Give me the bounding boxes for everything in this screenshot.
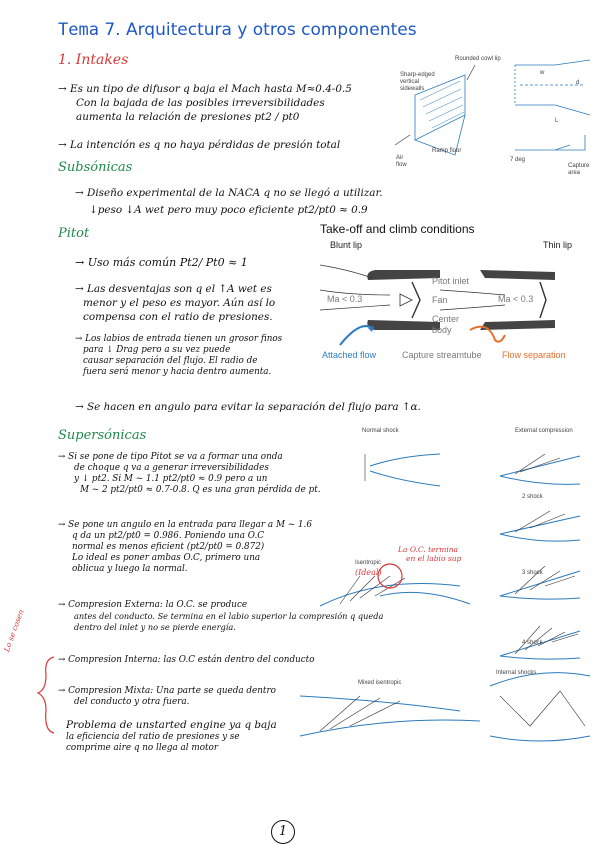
intakes-line-3: aumenta la relación de presiones pt2 / pt0 — [76, 111, 300, 123]
subsonicas-line-2: ↓peso ↓A wet pero muy poco eficiente pt2/pt0 ≈ 0.9 — [89, 204, 368, 216]
red-note — [398, 545, 461, 563]
super-b2-line-1: → Se pone un angulo en la entrada para llegar a M ~ 1.6 — [58, 520, 312, 530]
heading-supersonicas: Supersónicas — [58, 428, 147, 443]
label-3-shock: 3 shock — [522, 570, 543, 576]
label-ma-left: Ma < 0.3 — [327, 294, 363, 304]
label-pitot-inlet: Pitot inlet — [432, 276, 470, 286]
takeoff-title: Take-off and climb conditions — [320, 222, 475, 236]
pitot-bullet-3 — [75, 334, 282, 378]
label-ramp-floor: Ramp floor — [432, 148, 462, 154]
intakes-line-2: Con la bajada de las posibles irreversibilidades — [76, 97, 325, 109]
label-internal-shocks: Internal shocks — [496, 670, 537, 676]
heading-pitot: Pitot — [58, 226, 90, 241]
side-brace — [36, 655, 56, 735]
label-mixed-isentropic: Mixed isentropic — [358, 680, 402, 686]
intakes-line-1: → Es un tipo de difusor q baja el Mach hasta M≈0.4-0.5 — [58, 83, 352, 95]
label-air-flow: Air flow — [396, 155, 407, 168]
red-note-line-2: en el labio sup — [406, 554, 462, 563]
super-b1-line-4: M ~ 2 pt2/pt0 ≈ 0.7-0.8. Q es una gran pérdida de pt. — [80, 485, 321, 495]
super-b2-line-4: Lo ideal es poner ambas O.C, primero una — [72, 553, 261, 563]
super-problem-line-3: comprime aire q no llega al motor — [66, 743, 219, 753]
label-blunt-lip: Blunt lip — [330, 240, 363, 250]
super-b1-line-2: de choque q va a generar irreversibilidades — [74, 463, 269, 473]
super-b1-line-1: → Si se pone de tipo Pitot se va a formar una onda — [58, 452, 283, 462]
pitot-b2-line-3: compensa con el ratio de presiones. — [83, 311, 273, 323]
pitot-bullet-2 — [75, 282, 275, 324]
super-problem — [66, 718, 277, 754]
label-2-shock: 2 shock — [522, 494, 543, 500]
label-l: L — [555, 118, 559, 124]
pitot-b2-line-2: menor y el peso es mayor. Aún así lo — [83, 297, 276, 309]
label-4-shock: 4 shock — [522, 640, 543, 646]
page-title — [58, 20, 417, 40]
red-note-line-1: La O.C. termina — [398, 545, 459, 554]
heading-intakes: 1. Intakes — [58, 52, 129, 68]
super-b3-line-1: → Compresion Externa: la O.C. se produce — [58, 600, 248, 610]
label-ideal: (Ideal) — [355, 568, 382, 577]
super-b1-line-3: y ↓ pt2. Si M ~ 1.1 pt2/pt0 ≈ 0.9 pero a un — [74, 474, 268, 484]
shock-diagrams — [320, 436, 590, 756]
subsonicas-block — [75, 186, 383, 217]
label-external-compression: External compression — [515, 428, 573, 434]
label-w: w — [540, 70, 545, 76]
label-ma-right: Ma < 0.3 — [498, 294, 534, 304]
super-b5-line-1: → Compresion Mixta: Una parte se queda dentro — [58, 686, 276, 696]
label-d: d — [576, 80, 580, 86]
title-text: 7. Arquitectura y otros componentes — [104, 20, 417, 40]
super-problem-line-2: la eficiencia del ratio de presiones y se — [66, 732, 240, 742]
label-normal-shock: Normal shock — [362, 428, 399, 434]
label-fan: Fan — [432, 295, 448, 305]
label-capture-area: Capture area — [568, 163, 590, 176]
super-b5-line-2: del conducto y otra fuera. — [74, 697, 190, 707]
label-deg: 7 deg — [510, 157, 526, 163]
subsonicas-line-1: → Diseño experimental de la NACA q no se llegó a utilizar. — [75, 187, 383, 199]
super-bullet-1 — [58, 452, 321, 496]
label-thin-lip: Thin lip — [543, 240, 573, 250]
super-b2-line-3: normal es menos eficient (pt2/pt0 = 0.872) — [72, 542, 265, 552]
pitot-b2-line-1: → Las desventajas son q el ↑A wet es — [75, 283, 272, 295]
super-b3-line-3: dentro del inlet y no se pierde energía. — [74, 622, 236, 632]
pitot-b3-line-1: → Los labios de entrada tienen un grosor finos — [75, 334, 283, 344]
pitot-bullet-1: → Uso más común Pt2/ Pt0 ≈ 1 — [75, 256, 248, 269]
intakes-bullet-1 — [58, 82, 352, 124]
super-bullet-2 — [58, 520, 312, 575]
super-b2-line-5: oblicua y luego la normal. — [72, 564, 188, 574]
label-rounded-cowl: Rounded cowl lip — [455, 56, 501, 62]
pitot-b3-line-4: fuera será menor y hacia dentro aumenta. — [83, 367, 272, 377]
heading-subsonicas: Subsónicas — [58, 160, 133, 175]
super-problem-line-1: Problema de unstarted engine ya q baja — [66, 719, 277, 731]
label-capture-streamtube: Capture streamtube — [402, 350, 482, 360]
super-b3-line-2: antes del conducto. Se termina en el labio superior la compresión q queda — [74, 611, 384, 621]
label-center-body: Center body — [432, 314, 460, 335]
pitot-b3-line-2: para ↓ Drag pero a su vez puede — [83, 345, 231, 355]
label-isentropic: Isentropic — [355, 560, 382, 566]
super-b2-line-2: q da un pt2/pt0 = 0.986. Poniendo una O.C — [72, 531, 264, 541]
super-bullet-4: → Compresion Interna: las O.C están dentro del conducto — [58, 655, 315, 665]
label-attached-flow: Attached flow — [322, 350, 377, 360]
label-flow-separation: Flow separation — [502, 350, 566, 360]
label-sharp-edged: Sharp-edged vertical sidewalls — [400, 72, 435, 92]
side-note: Lo se cosen — [2, 608, 26, 654]
pitot-bullet-4: → Se hacen en angulo para evitar la separación del flujo para ↑α. — [75, 401, 421, 413]
title-tema: Tema — [58, 20, 99, 40]
page-number: 1 — [271, 820, 295, 844]
super-bullet-5 — [58, 686, 276, 708]
intakes-bullet-2: → La intención es q no haya pérdidas de presión total — [58, 139, 341, 151]
pitot-b3-line-3: causar separación del flujo. El radio de — [83, 356, 258, 366]
